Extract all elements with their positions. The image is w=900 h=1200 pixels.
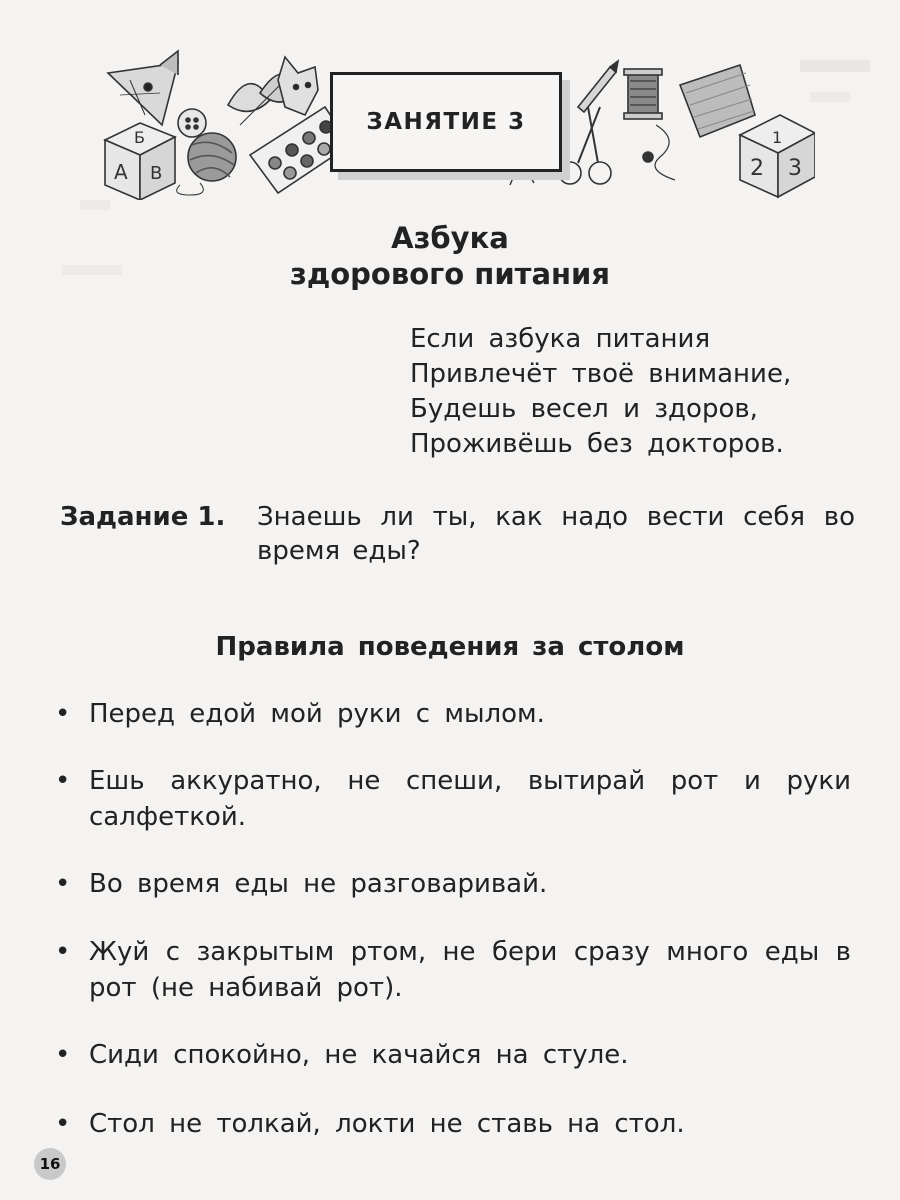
list-item-text: Жуй с закрытым ртом, не бери сразу много еды в рот (не набивай рот). bbox=[89, 937, 851, 1003]
cat-face-icon bbox=[278, 57, 318, 115]
list-item-text: Стол не толкай, локти не ставь на стол. bbox=[89, 1109, 685, 1139]
block-letter: В bbox=[150, 163, 163, 184]
block-number: 2 bbox=[750, 156, 764, 181]
page-title-line-1: Азбука bbox=[391, 221, 509, 255]
task-label: Задание 1. bbox=[60, 502, 226, 532]
list-item-text: Во время еды не разговаривай. bbox=[89, 869, 548, 899]
yarn-ball-icon bbox=[177, 133, 236, 195]
button-icon bbox=[178, 109, 206, 137]
lesson-title: ЗАНЯТИЕ 3 bbox=[366, 109, 526, 135]
bullet-icon: • bbox=[55, 766, 71, 796]
bullet-icon: • bbox=[55, 937, 71, 967]
bullet-icon: • bbox=[55, 1109, 71, 1139]
bullet-icon: • bbox=[55, 869, 71, 899]
number-block-icon bbox=[740, 115, 815, 197]
thread-spool-icon bbox=[624, 69, 675, 180]
block-letter: А bbox=[114, 160, 128, 184]
page-title-line-2: здорового питания bbox=[289, 257, 611, 291]
alphabet-block-icon bbox=[105, 123, 175, 200]
block-number: 1 bbox=[772, 128, 783, 147]
list-item-text: Сиди спокойно, не качайся на стуле. bbox=[89, 1040, 629, 1070]
list-item-text: Перед едой мой руки с мылом. bbox=[89, 699, 545, 729]
dog-face-icon bbox=[108, 51, 178, 125]
pencil-icon bbox=[578, 61, 618, 112]
section-heading: Правила поведения за столом bbox=[215, 632, 685, 662]
page-number: 16 bbox=[34, 1148, 66, 1180]
poem bbox=[410, 322, 850, 462]
poem-line: Будешь весел и здоров, bbox=[410, 394, 758, 424]
task-text: Знаешь ли ты, как надо вести себя во время еды? bbox=[257, 502, 855, 566]
scissors-icon bbox=[559, 107, 611, 184]
block-letter: Б bbox=[134, 128, 145, 147]
poem-line: Привлечёт твоё внимание, bbox=[410, 359, 792, 389]
bullet-icon: • bbox=[55, 1040, 71, 1070]
block-number: 3 bbox=[788, 156, 802, 181]
bullet-icon: • bbox=[55, 699, 71, 729]
lesson-header-box bbox=[330, 72, 562, 172]
poem-line: Если азбука питания bbox=[410, 324, 711, 354]
list-item-text: Ешь аккуратно, не спеши, вытирай рот и руки салфеткой. bbox=[89, 766, 851, 832]
fabric-icon bbox=[680, 65, 755, 137]
poem-line: Проживёшь без докторов. bbox=[410, 429, 784, 459]
